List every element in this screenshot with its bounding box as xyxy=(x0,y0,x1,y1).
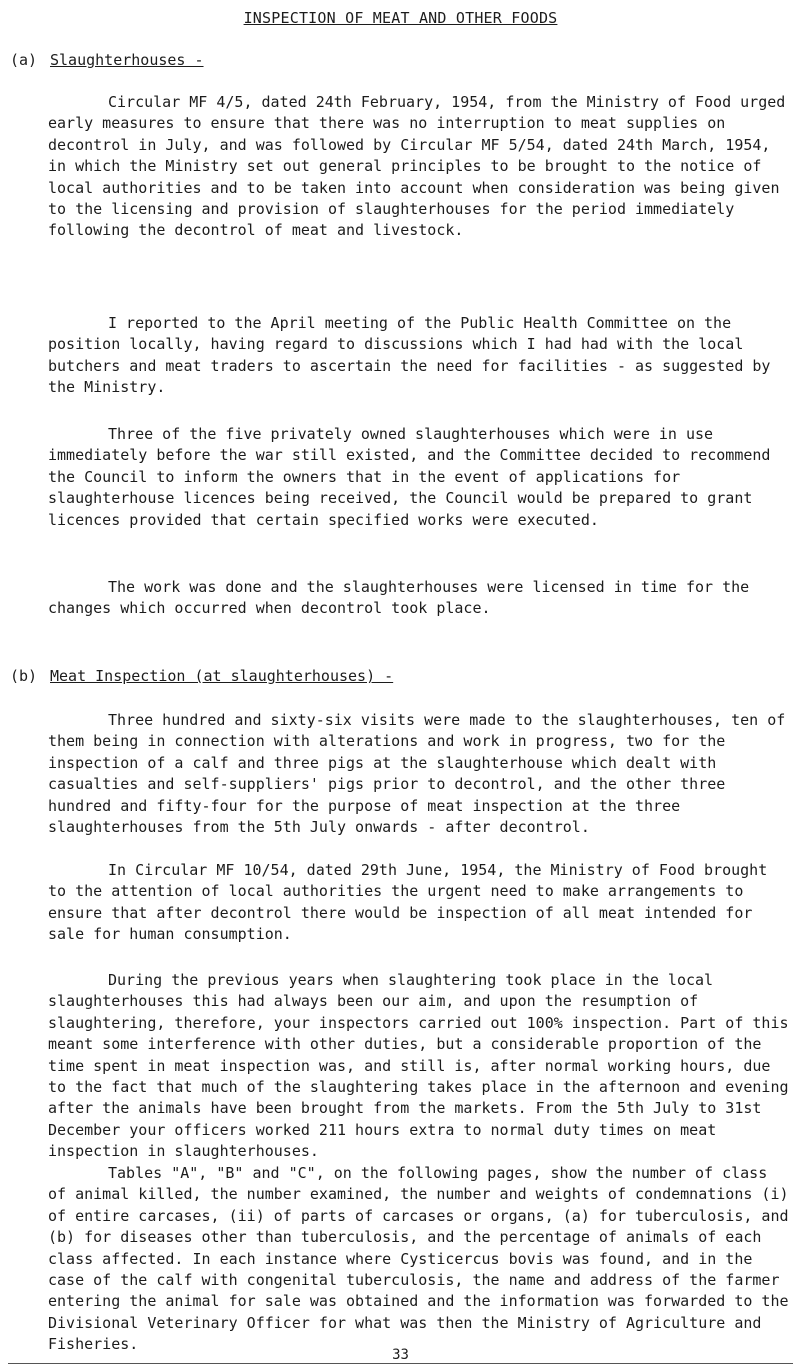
bottom-rule xyxy=(8,1363,793,1364)
paragraph xyxy=(48,313,790,399)
paragraph xyxy=(48,577,790,620)
section-a-letter: (a) xyxy=(10,51,38,69)
paragraph-text: Three hundred and sixty-six visits were made to the slaughterhouses, ten of them being in connection with alterations and work in progress, two for the inspection of a calf and three pigs at the slaughterhouse which dealt with casualties and self-suppliers' pigs prior to decontrol, and the other three hundred and fifty-four for the purpose of meat inspection at the three slaughterhouses from the 5th July onwards - after decontrol. xyxy=(48,711,786,837)
page-title: INSPECTION OF MEAT AND OTHER FOODS xyxy=(243,9,558,27)
paragraph-text: Three of the five privately owned slaughterhouses which were in use immediately before the war still existed, and the Committee decided to recommend the Council to inform the owners that in the event of applications for slaughterhouse licences being received, the Council would be prepared to grant licences provided that certain specified works were executed. xyxy=(48,425,771,529)
paragraph-text: I reported to the April meeting of the Public Health Committee on the position locally, having regard to discussions which I had had with the local butchers and meat traders to ascertain the need for facilities - as suggested by the Ministry. xyxy=(48,314,771,397)
paragraph xyxy=(48,424,790,531)
paragraph xyxy=(48,860,790,946)
paragraph-text: The work was done and the slaughterhouses were licensed in time for the changes which occurred when decontrol took place. xyxy=(48,578,750,618)
section-b-letter: (b) xyxy=(10,667,38,685)
section-b-heading xyxy=(10,666,393,687)
paragraph xyxy=(48,92,790,242)
paragraph xyxy=(48,710,790,838)
paragraph-text: Tables "A", "B" and "C", on the following pages, show the number of class of animal killed, the number examined, the number and weights of condemnations (i) of entire carcases, (ii) of parts of carcases or organs, (a) for tuberculosis, and (b) for diseases other than tuberculosis, and the percentage of animals of each class affected. In each instance where Cysticercus bovis was found, and in the case of the calf with congenital tuberculosis, the name and address of the farmer entering the animal for sale was obtained and the information was forwarded to the Divisional Veterinary Officer for what was then the Ministry of Agriculture and Fisheries. xyxy=(48,1164,789,1354)
section-b-title: Meat Inspection (at slaughterhouses) - xyxy=(50,667,394,685)
paragraph-text: During the previous years when slaughtering took place in the local slaughterhouses this had always been our aim, and upon the resumption of slaughtering, therefore, your inspectors carried out 100% inspection. Part of this meant some interference with other duties, but a considerable proportion of the time spent in meat inspection was, and still is, after normal working hours, due to the fact that much of the slaughtering takes place in the afternoon and evening after the animals have been brought from the markets. From the 5th July to 31st December your officers worked 211 hours extra to normal duty times on meat inspection in slaughterhouses. xyxy=(48,971,789,1161)
paragraph xyxy=(48,1163,790,1356)
section-a-title: Slaughterhouses - xyxy=(50,51,204,69)
paragraph-text: In Circular MF 10/54, dated 29th June, 1954, the Ministry of Food brought to the attention of local authorities the urgent need to make arrangements to ensure that after decontrol there would be inspection of all meat intended for sale for human consumption. xyxy=(48,861,768,944)
page-number-text: 33 xyxy=(388,1347,413,1364)
paragraph-text: Circular MF 4/5, dated 24th February, 1954, from the Ministry of Food urged early measures to ensure that there was no interruption to meat supplies on decontrol in July, and was followed by Circular MF 5/54, dated 24th March, 1954, in which the Ministry set out general principles to be brought to the notice of local authorities and to be taken into account when consideration was being given to the licensing and provision of slaughterhouses for the period immediately following the decontrol of meat and livestock. xyxy=(48,93,786,240)
section-a-heading xyxy=(10,50,204,71)
paragraph xyxy=(48,970,790,1163)
